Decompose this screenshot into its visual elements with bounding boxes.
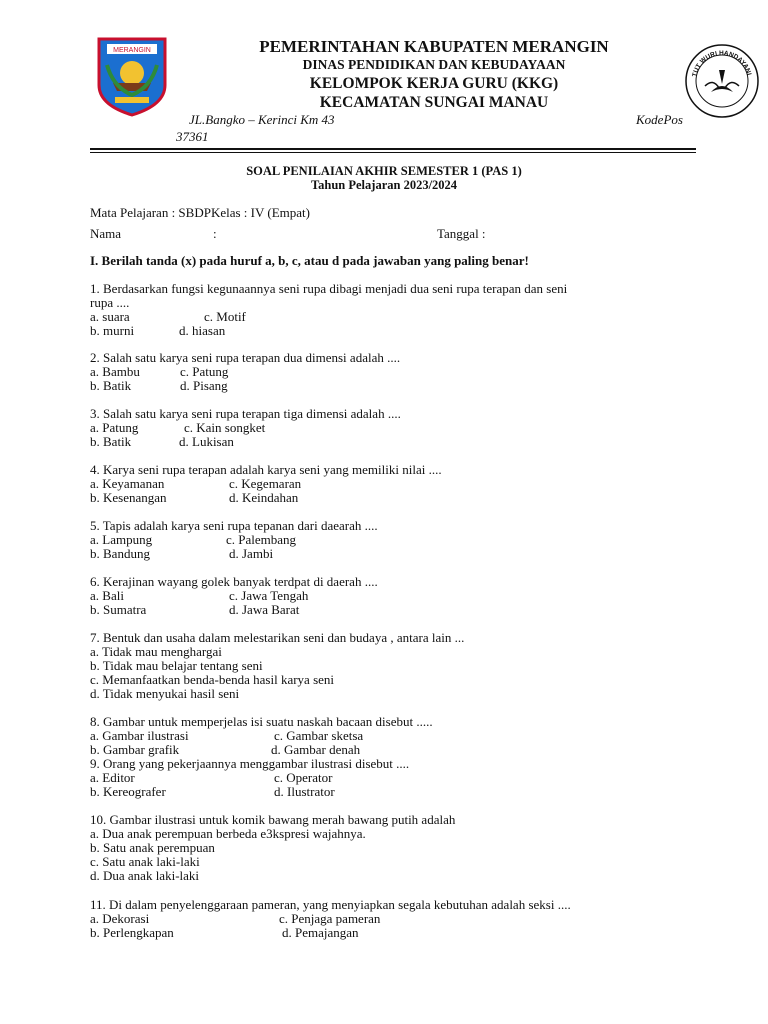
option-d: d. Gambar denah [271,742,361,757]
option-a: a. Bali [90,588,124,603]
exam-year: Tahun Pelajaran 2023/2024 [310,178,458,192]
question-10 [90,813,690,883]
option-a: a. Dua anak perempuan berbeda e3kspresi wajahnya. [90,826,366,841]
header-divider-thin [90,152,696,153]
option-d: d. Jawa Barat [229,602,300,617]
question-4 [90,463,690,505]
header-kkg: KELOMPOK KERJA GURU (KKG) [309,75,559,92]
option-d: d. Tidak menyukai hasil seni [90,686,240,701]
option-a: a. Tidak mau menghargai [90,644,222,659]
option-b: b. Batik [90,378,132,393]
option-d: d. Pemajangan [282,925,359,940]
header-address: JL.Bangko – Kerinci Km 43 [189,112,335,127]
question-text: 1. Berdasarkan fungsi kegunaannya seni rupa dibagi menjadi dua seni rupa terapan dan seni [90,281,568,296]
question-text-cont: rupa .... [90,295,130,310]
question-text: 11. Di dalam penyelenggaraan pameran, yang menyiapkan segala kebutuhan adalah seksi .... [90,897,571,912]
question-7 [90,631,690,701]
option-c: c. Gambar sketsa [274,728,364,743]
option-c: c. Memanfaatkan benda-benda hasil karya seni [90,672,335,687]
option-a: a. suara [90,309,130,324]
option-b: b. Kereografer [90,784,166,799]
option-a: a. Keyamanan [90,476,165,491]
option-a: a. Lampung [90,532,153,547]
logo-left-label: MERANGIN [113,47,151,54]
question-11 [90,898,690,940]
question-text: 3. Salah satu karya seni rupa terapan tiga dimensi adalah .... [90,406,401,421]
question-1 [90,282,690,338]
question-9 [90,757,690,799]
option-c: c. Motif [204,309,246,324]
question-8 [90,715,690,757]
question-text: 7. Bentuk dan usaha dalam melestarikan seni dan budaya , antara lain ... [90,630,465,645]
option-b: b. Gambar grafik [90,742,180,757]
option-c: c. Palembang [226,532,297,547]
nama-colon: : [213,226,217,241]
header-department: DINAS PENDIDIKAN DAN KEBUDAYAAN [302,57,566,72]
header-district: KECAMATAN SUNGAI MANAU [319,94,549,111]
header-kodepos: 37361 [176,129,209,144]
option-c: c. Satu anak laki-laki [90,854,200,869]
option-c: c. Kain songket [184,420,266,435]
header-kodepos-label: KodePos [636,112,683,127]
option-d: d. Jambi [229,546,274,561]
option-d: d. Ilustrator [274,784,335,799]
option-a: a. Dekorasi [90,911,150,926]
option-b: b. Batik [90,434,132,449]
option-a: a. Gambar ilustrasi [90,728,189,743]
option-c: c. Penjaga pameran [279,911,381,926]
option-c: c. Kegemaran [229,476,302,491]
question-text: 6. Kerajinan wayang golek banyak terdpat di daerah .... [90,574,378,589]
svg-text:TUT WURI HANDAYANI: TUT WURI HANDAYANI [691,49,753,78]
question-5 [90,519,690,561]
question-3 [90,407,690,449]
option-b: b. Tidak mau belajar tentang seni [90,658,263,673]
option-b: b. Kesenangan [90,490,167,505]
option-a: a. Bambu [90,364,140,379]
question-text: 9. Orang yang pekerjaannya menggambar ilustrasi disebut .... [90,756,410,771]
option-b: b. Bandung [90,546,150,561]
question-text: 10. Gambar ilustrasi untuk komik bawang merah bawang putih adalah [90,812,456,827]
exam-title: SOAL PENILAIAN AKHIR SEMESTER 1 (PAS 1) [246,164,522,178]
option-b: b. Satu anak perempuan [90,840,215,855]
header-government: PEMERINTAHAN KABUPATEN MERANGIN [259,37,609,56]
question-text: 5. Tapis adalah karya seni rupa tepanan dari daearah .... [90,518,378,533]
option-d: d. Pisang [180,378,228,393]
option-b: b. Perlengkapan [90,925,174,940]
option-c: c. Operator [274,770,333,785]
nama-label: Nama [90,226,122,241]
option-a: a. Patung [90,420,139,435]
option-c: c. Patung [180,364,229,379]
instruction: I. Berilah tanda (x) pada huruf a, b, c, atau d pada jawaban yang paling benar! [90,253,529,268]
option-a: a. Editor [90,770,135,785]
option-b: b. Sumatra [90,602,147,617]
option-d: d. Dua anak laki-laki [90,868,200,883]
question-text: 4. Karya seni rupa terapan adalah karya seni yang memiliki nilai .... [90,462,442,477]
header-divider [90,148,696,150]
option-b: b. murni [90,323,135,338]
question-6 [90,575,690,617]
option-d: d. hiasan [179,323,226,338]
option-d: d. Keindahan [229,490,299,505]
question-text: 8. Gambar untuk memperjelas isi suatu naskah bacaan disebut ..... [90,714,433,729]
question-text: 2. Salah satu karya seni rupa terapan dua dimensi adalah .... [90,350,401,365]
option-c: c. Jawa Tengah [229,588,309,603]
subject-line: Mata Pelajaran : SBDPKelas : IV (Empat) [90,205,310,220]
option-d: d. Lukisan [179,434,234,449]
tanggal-label: Tanggal : [437,226,486,241]
question-2 [90,351,690,393]
